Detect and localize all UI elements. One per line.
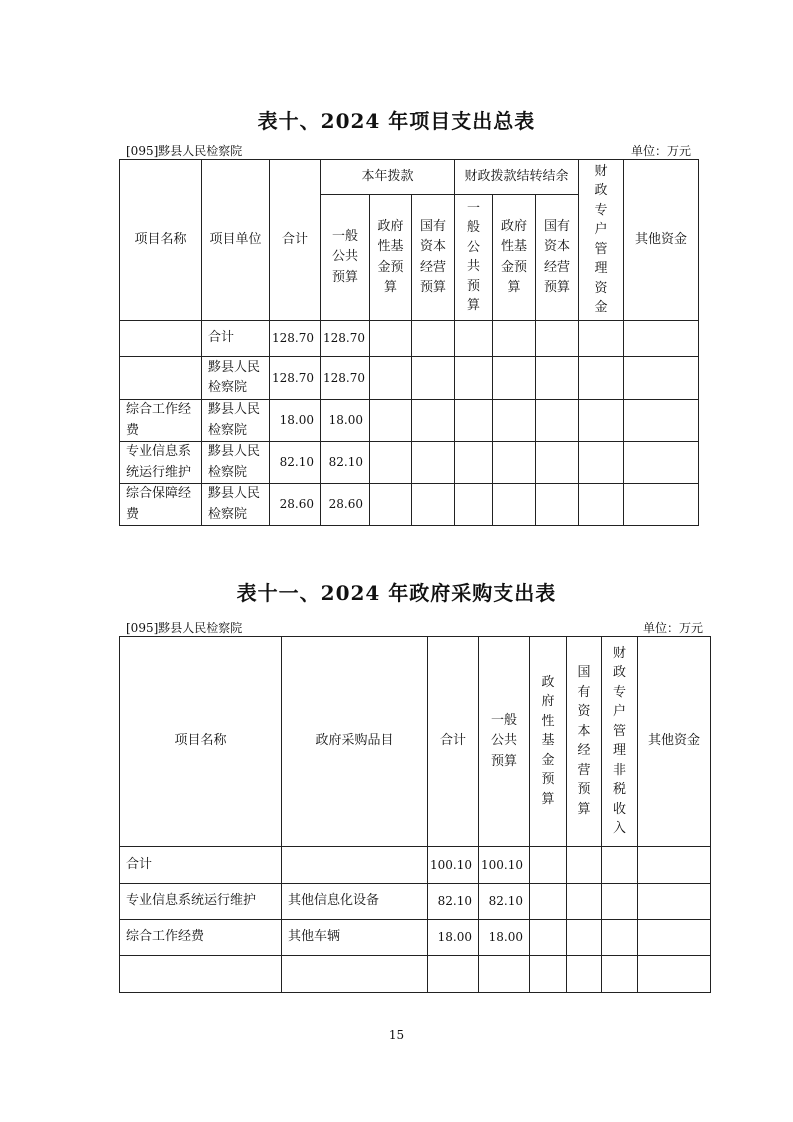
empty-cell <box>530 847 567 884</box>
row-name: 专业信息系统运行维护 <box>120 442 202 484</box>
row-total: 28.60 <box>270 484 321 526</box>
header-state-capital <box>567 637 602 847</box>
row-total <box>428 956 479 993</box>
row-total: 82.10 <box>270 442 321 484</box>
empty-cell <box>412 484 455 526</box>
empty-cell <box>370 357 412 400</box>
table11-unit: 单位：万元 <box>642 621 703 635</box>
row-general: 18.00 <box>321 400 370 442</box>
row-name: 综合工作经费 <box>120 920 282 956</box>
header-state-capital-carry <box>536 195 579 321</box>
row-item <box>282 847 428 884</box>
row-total: 82.10 <box>428 884 479 920</box>
row-name: 专业信息系统运行维护 <box>120 884 282 920</box>
empty-cell <box>530 920 567 956</box>
empty-cell <box>567 847 602 884</box>
empty-cell <box>536 321 579 357</box>
empty-cell <box>455 357 493 400</box>
row-general: 100.10 <box>479 847 530 884</box>
empty-cell <box>530 956 567 993</box>
empty-cell <box>412 357 455 400</box>
header-gov-fund-text: 政府性基金预算 <box>377 219 404 295</box>
empty-cell <box>624 357 699 400</box>
empty-cell <box>370 321 412 357</box>
table10-header-row-1 <box>120 160 699 195</box>
empty-cell <box>567 956 602 993</box>
header-current-year: 本年拨款 <box>321 160 455 195</box>
row-unit: 黟县人民检察院 <box>202 442 270 484</box>
empty-cell <box>624 484 699 526</box>
empty-cell <box>536 442 579 484</box>
empty-cell <box>579 484 624 526</box>
header-procurement-item: 政府采购品目 <box>282 637 428 847</box>
empty-cell <box>602 847 638 884</box>
row-item: 其他信息化设备 <box>282 884 428 920</box>
row-name: 合计 <box>120 847 282 884</box>
table-row <box>120 956 711 993</box>
header-general-carry-text: 一般公共预算 <box>467 200 481 314</box>
empty-cell <box>536 400 579 442</box>
row-unit: 合计 <box>202 321 270 357</box>
header-special <box>602 637 638 847</box>
empty-cell <box>493 357 536 400</box>
empty-cell <box>579 321 624 357</box>
row-item <box>282 956 428 993</box>
row-unit: 黟县人民检察院 <box>202 484 270 526</box>
header-project-name: 项目名称 <box>120 637 282 847</box>
table11-header-row <box>120 637 711 847</box>
empty-cell <box>579 357 624 400</box>
empty-cell <box>370 484 412 526</box>
empty-cell <box>638 884 711 920</box>
empty-cell <box>370 442 412 484</box>
empty-cell <box>455 442 493 484</box>
empty-cell <box>638 920 711 956</box>
header-gov-fund-text: 政府性基金预算 <box>541 674 555 807</box>
header-gov-fund <box>530 637 567 847</box>
table10-title: 表十、2024 年项目支出总表 <box>257 109 536 133</box>
header-project-unit: 项目单位 <box>202 160 270 321</box>
row-total: 100.10 <box>428 847 479 884</box>
header-state-capital-text: 国有资本经营预算 <box>577 665 591 817</box>
empty-cell <box>602 884 638 920</box>
empty-cell <box>638 847 711 884</box>
empty-cell <box>493 400 536 442</box>
empty-cell <box>412 321 455 357</box>
row-general: 128.70 <box>321 321 370 357</box>
row-general <box>479 956 530 993</box>
header-gov-fund-carry-text: 政府性基金预算 <box>501 219 528 295</box>
header-state-capital-text: 国有资本经营预算 <box>419 219 446 295</box>
row-name: 综合保障经费 <box>120 484 202 526</box>
row-general: 18.00 <box>479 920 530 956</box>
empty-cell <box>412 442 455 484</box>
empty-cell <box>455 321 493 357</box>
row-unit: 黟县人民检察院 <box>202 400 270 442</box>
empty-cell <box>493 442 536 484</box>
table10-unit: 单位：万元 <box>630 144 691 158</box>
header-other: 其他资金 <box>638 637 711 847</box>
table-row <box>120 484 699 526</box>
row-name <box>120 357 202 400</box>
header-state-capital-carry-text: 国有资本经营预算 <box>544 219 571 295</box>
header-general <box>479 637 530 847</box>
empty-cell <box>567 884 602 920</box>
table-row <box>120 884 711 920</box>
table-row <box>120 400 699 442</box>
empty-cell <box>412 400 455 442</box>
empty-cell <box>638 956 711 993</box>
header-general-text: 一般公共预算 <box>331 229 358 285</box>
table-row <box>120 442 699 484</box>
header-gov-fund-carry <box>493 195 536 321</box>
table-row <box>120 321 699 357</box>
table11 <box>119 636 711 993</box>
header-other: 其他资金 <box>624 160 699 321</box>
row-total: 18.00 <box>270 400 321 442</box>
empty-cell <box>567 920 602 956</box>
header-general-text: 一般公共预算 <box>490 713 517 769</box>
header-state-capital <box>412 195 455 321</box>
table-row <box>120 920 711 956</box>
row-general: 82.10 <box>321 442 370 484</box>
header-general <box>321 195 370 321</box>
row-general: 82.10 <box>479 884 530 920</box>
row-name <box>120 321 202 357</box>
header-gov-fund <box>370 195 412 321</box>
row-total: 18.00 <box>428 920 479 956</box>
header-total: 合计 <box>428 637 479 847</box>
header-carryover: 财政拨款结转结余 <box>455 160 579 195</box>
empty-cell <box>624 442 699 484</box>
empty-cell <box>602 920 638 956</box>
header-special-text: 财政专户管理非税收入 <box>612 645 626 837</box>
table10 <box>119 159 699 526</box>
empty-cell <box>536 484 579 526</box>
table11-org: [095]黟县人民检察院 <box>126 621 243 635</box>
row-general: 28.60 <box>321 484 370 526</box>
empty-cell <box>602 956 638 993</box>
empty-cell <box>536 357 579 400</box>
empty-cell <box>455 400 493 442</box>
header-special <box>579 160 624 321</box>
table-row <box>120 357 699 400</box>
table11-title: 表十一、2024 年政府采购支出表 <box>236 581 557 605</box>
row-total: 128.70 <box>270 321 321 357</box>
row-item: 其他车辆 <box>282 920 428 956</box>
empty-cell <box>493 321 536 357</box>
header-total: 合计 <box>270 160 321 321</box>
row-name: 综合工作经费 <box>120 400 202 442</box>
empty-cell <box>624 400 699 442</box>
row-unit: 黟县人民检察院 <box>202 357 270 400</box>
header-general-carry <box>455 195 493 321</box>
empty-cell <box>530 884 567 920</box>
row-total: 128.70 <box>270 357 321 400</box>
header-project-name: 项目名称 <box>120 160 202 321</box>
empty-cell <box>370 400 412 442</box>
empty-cell <box>579 442 624 484</box>
page-number: 15 <box>388 1028 405 1042</box>
header-special-text: 财政专户管理资金 <box>594 163 608 316</box>
row-general: 128.70 <box>321 357 370 400</box>
table-row <box>120 847 711 884</box>
empty-cell <box>493 484 536 526</box>
empty-cell <box>624 321 699 357</box>
empty-cell <box>579 400 624 442</box>
row-name <box>120 956 282 993</box>
table10-org: [095]黟县人民检察院 <box>126 144 243 158</box>
empty-cell <box>455 484 493 526</box>
